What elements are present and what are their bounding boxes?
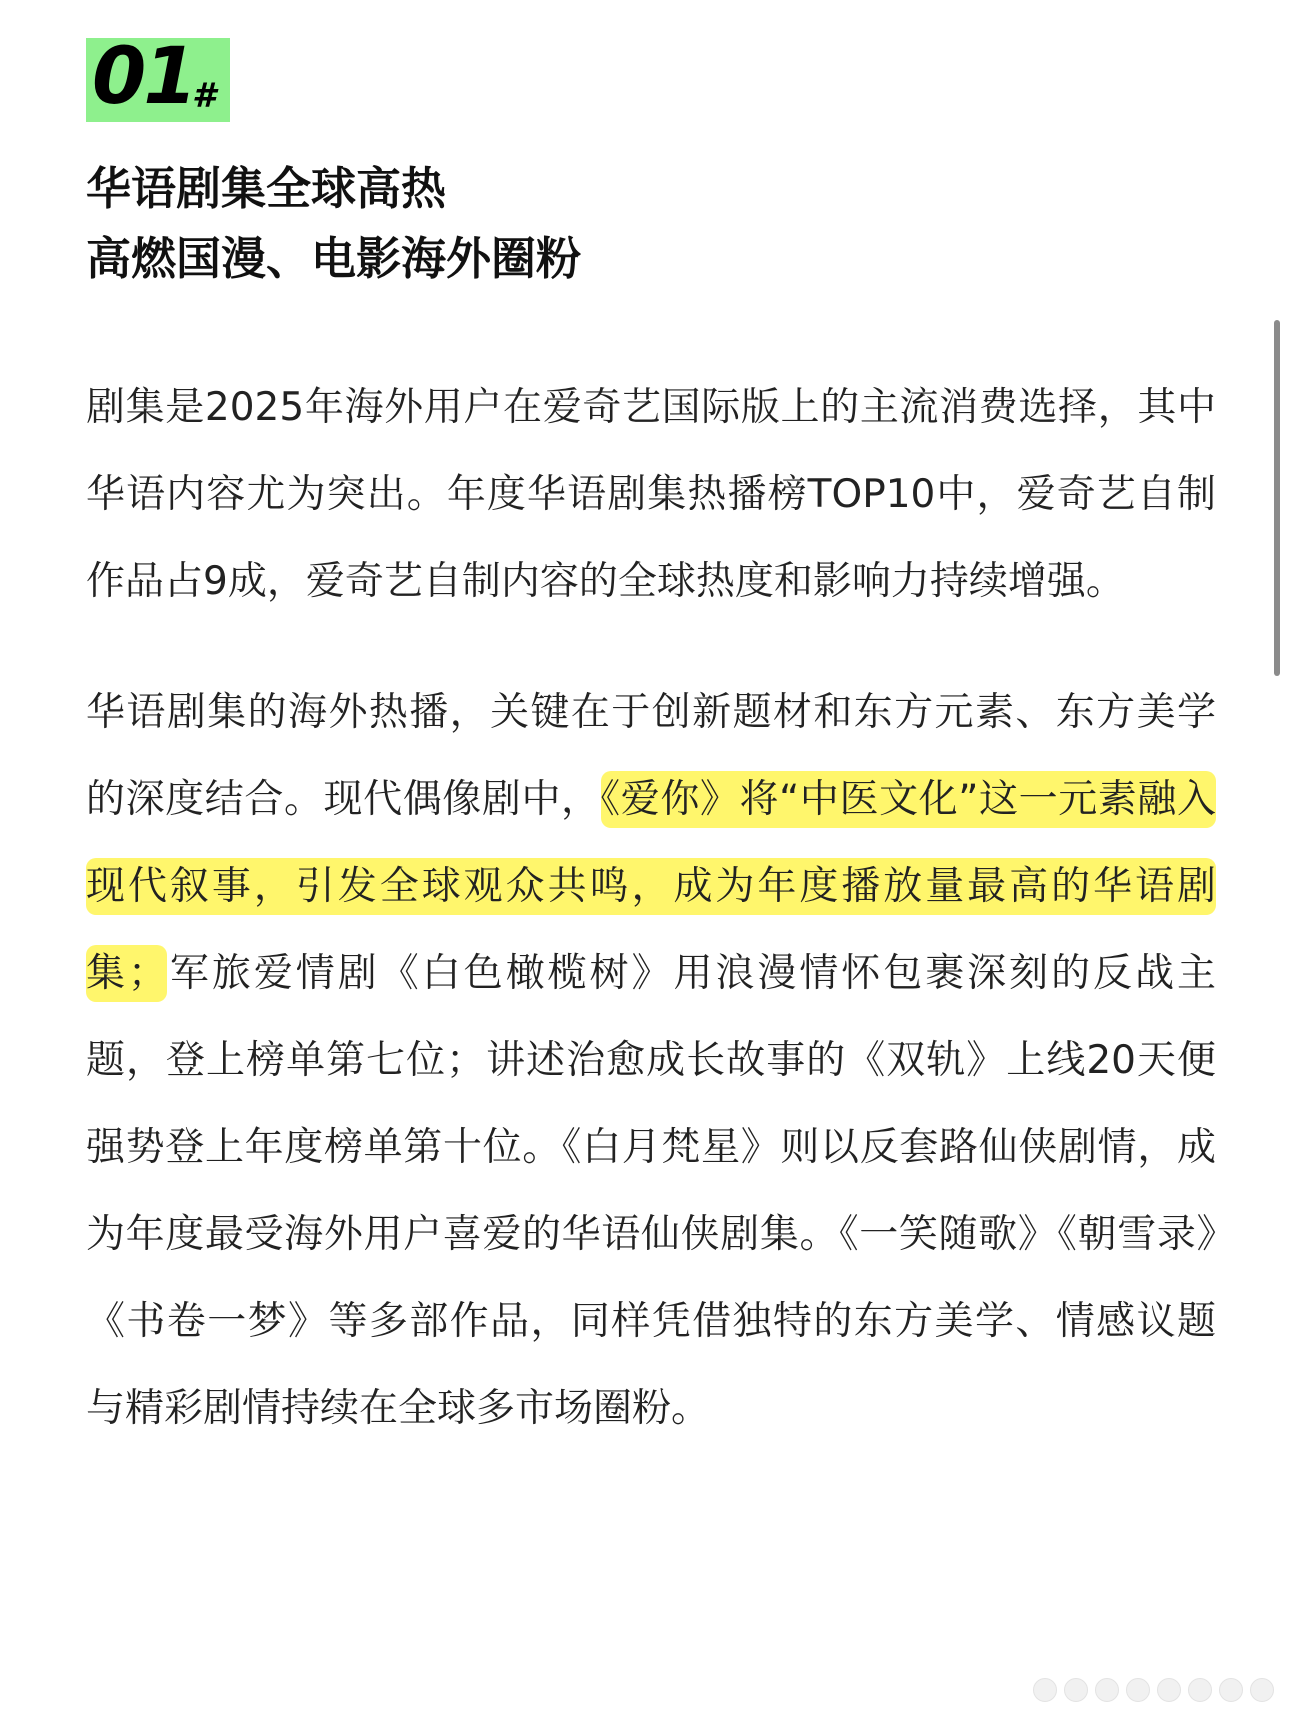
paragraph-intro: 剧集是2025年海外用户在爱奇艺国际版上的主流消费选择，其中华语内容尤为突出。年度华语剧集热播榜TOP10中，爱奇艺自制作品占9成，爱奇艺自制内容的全球热度和影响力持续增强。 [86,385,1216,604]
watermark-dot-icon [1157,1678,1181,1702]
highlighted-text: 《爱你》将“中医文化”这一元素融入现代叙事，引发全球观众共鸣，成为年度播放量最高的华语剧集； [86,771,1216,1002]
watermark-dot-icon [1095,1678,1119,1702]
section-number: 01 [92,32,195,122]
section-headline [86,154,1216,294]
watermark-dot-icon [1250,1678,1274,1702]
watermark-dot-icon [1188,1678,1212,1702]
paragraph-text-before-highlight: 华语剧集的海外热播，关键在于创新题材和东方元素、东方美学的深度结合。现代偶像剧中， [86,690,1216,822]
watermark-dot-icon [1219,1678,1243,1702]
headline-line-1: 华语剧集全球高热 [86,162,447,215]
watermark-dot-icon [1033,1678,1057,1702]
section-hash: # [192,76,216,116]
watermark-dot-icon [1064,1678,1088,1702]
headline-line-2: 高燃国漫、电影海外圈粉 [86,232,582,285]
scrollbar[interactable] [1274,320,1280,676]
watermark-dots [1033,1678,1274,1702]
watermark-dot-icon [1126,1678,1150,1702]
paragraph-text-after-highlight: 军旅爱情剧《白色橄榄树》用浪漫情怀包裹深刻的反战主题，登上榜单第七位；讲述治愈成长故事的《双轨》上线20天便强势登上年度榜单第十位。《白月梵星》则以反套路仙侠剧情，成为年度最受海外用户喜爱的华语仙侠剧集。《一笑随歌》《朝雪录》《书卷一梦》等多部作品，同样凭借独特的东方美学、情感议题与精彩剧情持续在全球多市场圈粉。 [86,951,1216,1431]
paragraph-drama-analysis [86,669,1216,1452]
section-number-badge [86,32,230,122]
article [86,32,1216,1452]
